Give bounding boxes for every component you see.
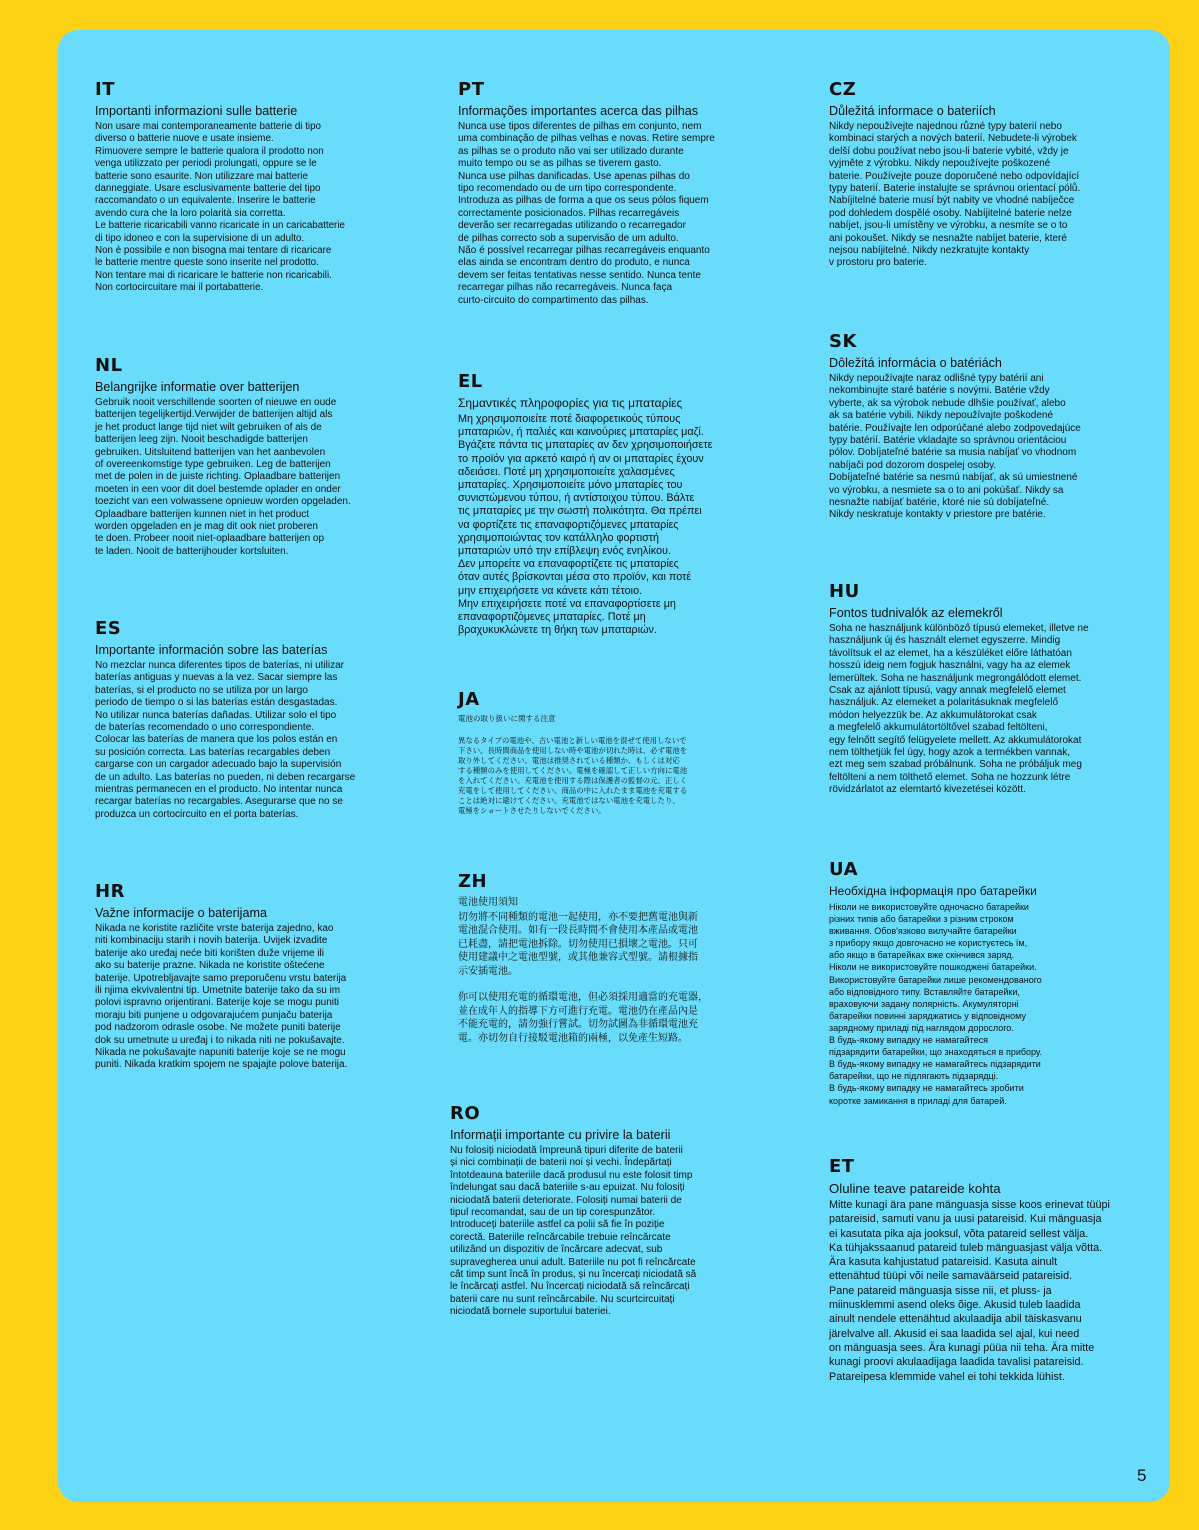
section-body-pt: Nunca use tipos diferentes de pilhas em conjunto, nem uma combinação de pilhas velhas e novas. Retire sempre as pilhas se o produto não vai ser utilizado durante muito tempo ou se as pilhas se tiverem gasto. Nunca use pilhas danificadas. Use apenas pilhas do tipo recomendado ou de um tipo correspondente. Introduza as pilhas de forma a que os seus pólos fiquem correctamente posicionados. Pilhas recarregáveis deverão ser recarregadas utilizando o recarregador de pilhas correcto sob a supervisão de um adulto. Não é possível recarregar pilhas recarregáveis enquanto elas ainda se encontram dentro do produto, e nunca devem ser feitas tentativas nesse sentido. Nunca tente recarregar pilhas não recarregáveis. Nunca faça curto-circuito do compartimento das pilhas. <box>458 121 715 306</box>
section-zh <box>458 872 808 1045</box>
section-title-pt: Informações importantes acerca das pilhas <box>458 104 699 118</box>
section-body-et: Mitte kunagi ära pane mänguasja sisse koos erinevat tüüpi patareisid, samuti vanu ja uusi patareisid. Kui mänguasja ei kasutata pika aja jooksul, võta patareid sellest välja. Ka tühjakssaanud patareid tuleb mänguasjast välja võtta. Ära kasuta kahjustatud patareisid. Kasuta ainult ettenähtud tüüpi või neile samaväärseid patareisid. Pane patareid mänguasja sisse nii, et pluss- ja miinusklemmi asend oleks õige. Akusid tuleb laadida ainult nendele ettenähtud akulaadija abil täiskasvanu järelvalve all. Akusid ei saa laadida sel ajal, kui need on mänguasja sees. Ära kunagi püüa nii teha. Ära mitte kunagi proovi akulaadijaga laadida tavalisi patareisid. Patareipesa klemmide vahel ei tohi tekkida lühist. <box>829 1199 1110 1383</box>
section-title-it: Importanti informazioni sulle batterie <box>95 104 298 118</box>
language-code-zh: ZH <box>458 871 488 892</box>
section-el <box>458 372 808 637</box>
language-code-ro: RO <box>450 1103 481 1124</box>
section-title-hr: Važne informacije o baterijama <box>95 906 267 920</box>
language-code-nl: NL <box>95 355 123 376</box>
section-ro <box>450 1104 800 1319</box>
language-code-pt: PT <box>458 79 485 100</box>
section-cz <box>829 80 1149 270</box>
language-code-hu: HU <box>829 581 860 602</box>
section-body-ja: 異なるタイプの電池や、古い電池と新しい電池を混ぜて使用しないで 下さい。長時間商品を使用しない時や電池が切れた時は、必ず電池を 取り外してください。電池は推奨されている種類か、もしくは対応 する種類のみを使用してください。電極を確認して正しい方向に電池 を入れてください。充電池を使用する際は保護者の監督の元、正しく 充電をして使用してください。商品の中に入れたまま電池を充電する ことは絶対に避けてください。充電池ではない電池を充電したり、 電極をショートさせたりしないでください。 <box>458 736 688 815</box>
section-body-el: Μη χρησιμοποιείτε ποτέ διαφορετικούς τύπους μπαταριών, ή παλιές και καινούριες μπαταρίες μαζί. Βγάζετε πάντα τις μπαταρίες αν δεν χρησιμοποιήσετε το προϊόν για αρκετό καιρό ή αν οι μπαταρίες έχουν αδειάσει. Ποτέ μη χρησιμοποιείτε χαλασμένες μπαταρίες. Χρησιμοποιείτε μόνο μπαταρίες του συνιστώμενου τύπου, ή αντίστοιχου τύπου. Βάλτε τις μπαταρίες με την σωστή πολικότητα. Θα πρέπει να φορτίζετε τις επαναφορτιζόμενες μπαταρίες χρησιμοποιώντας τον κατάλληλο φορτιστή μπαταριών υπό την επίβλεψη ενός ενηλίκου. Δεν μπορείτε να επαναφορτίζετε τις μπαταρίες όταν αυτές βρίσκονται μέσα στο προϊόν, και ποτέ μην επιχειρήσετε να κάνετε κάτι τέτοιο. Μην επιχειρήσετε ποτέ να επαναφορτίσετε μη επαναφορτιζόμενες μπαταρίες. Ποτέ μη βραχυκυκλώνετε τη θήκη των μπαταριών. <box>458 413 713 637</box>
section-title-ja: 電池の取り扱いに関する注意 <box>458 714 556 723</box>
section-body-hr: Nikada ne koristite različite vrste baterija zajedno, kao niti kombinaciju starih i novih baterija. Uvijek izvadite baterije ako uređaj neće biti korišten duže vrijeme ili ako su baterije prazne. Nikada ne koristite oštećene baterije. Upotrebljavajte samo preporučenu vrstu baterija ili njima ekvivalentni tip. Umetnite baterije tako da su im polovi ispravno orijentirani. Baterije koje se mogu puniti moraju biti punjene u odgovarajućem punjaču baterija pod nadzorom odrasle osobe. Ne možete puniti baterije dok su umetnute u uređaj i to nikada niti ne pokušavajte. Nikada ne pokušavajte napuniti baterije koje se ne mogu puniti. Nikada kratkim spojem ne spajajte polove baterija. <box>95 923 348 1071</box>
section-body-nl: Gebruik nooit verschillende soorten of nieuwe en oude batterijen tegelijkertijd.Verwijder de batterijen altijd als je het product lange tijd niet wilt gebruiken of als de batterijen leeg zijn. Nooit beschadigde batterijen gebruiken. Uitsluitend batterijen van het aanbevolen of overeenkomstige type gebruiken. Leg de batterijen met de polen in de juiste richting. Oplaadbare batterijen moeten in een voor dit doel bestemde oplader en onder toezicht van een volwassene opnieuw worden opgeladen. Oplaadbare batterijen kunnen niet in het product worden opgeladen en je mag dit ook niet proberen te doen. Probeer nooit niet-oplaadbare batterijen op te laden. Nooit de batterijhouder kortsluiten. <box>95 397 351 557</box>
section-body-it: Non usare mai contemporaneamente batterie di tipo diverso o batterie nuove e usate insieme. Rimuovere sempre le batterie qualora il prodotto non venga utilizzato per periodi prolungati, oppure se le batterie sono esaurite. Non utilizzare mai batterie danneggiate. Usare esclusivamente batterie del tipo raccomandato o un equivalente. Inserire le batterie avendo cura che la loro polarità sia corretta. Le batterie ricaricabili vanno ricaricate in un caricabatterie di tipo idoneo e con la supervisione di un adulto. Non è possibile e non bisogna mai tentare di ricaricare le batterie mentre queste sono inserite nel prodotto. Non tentare mai di ricaricare le batterie non ricaricabili. Non cortocircuitare mai il portabatterie. <box>95 121 345 294</box>
section-title-ro: Informații importante cu privire la baterii <box>450 1128 671 1142</box>
section-body-es: No mezclar nunca diferentes tipos de baterías, ni utilizar baterías antiguas y nuevas a la vez. Sacar siempre las baterías, si el producto no se utiliza por un largo periodo de tiempo o si las baterías están desgastadas. No utilizar nunca baterías dañadas. Utilizar solo el tipo de baterías recomendado o uno correspondiente. Colocar las baterías de manera que los polos están en su posición correcta. Las baterías recargables deben cargarse con un cargador adecuado bajo la supervisión de un adulto. Las baterías no pueden, ni deben recargarse mientras permanecen en el producto. No intentar nunca recargar baterías no recargables. Asegurarse que no se produzca un cortocircuito en el porta baterías. <box>95 660 356 820</box>
section-ua <box>829 860 1149 1107</box>
section-nl <box>95 356 435 558</box>
language-code-ua: UA <box>829 859 858 880</box>
section-body-cz: Nikdy nepoužívejte najednou různé typy baterií nebo kombinaci starých a nových baterií. Nebudete-li výrobek delší dobu používat nebo jsou-li baterie vybité, vždy je vyjměte z výrobku. Nikdy nepoužívejte poškozené baterie. Používejte pouze doporučené nebo odpovídající typy baterií. Baterie instalujte se správnou orientací pólů. Nabíjitelné baterie musí být nabity ve vhodné nabíječce pod dohledem dospělé osoby. Nabíjitelné baterie nelze nabíjet, jsou-li umístěny ve výrobku, a nesmíte se o to ani pokoušet. Nikdy se nesnažte nabíjet baterie, které nejsou nabíjitelné. Nikdy nezkratujte kontakty v prostoru pro baterie. <box>829 121 1081 269</box>
language-code-sk: SK <box>829 331 857 352</box>
language-code-it: IT <box>95 79 115 100</box>
section-pt <box>458 80 808 307</box>
section-hr <box>95 882 435 1072</box>
language-code-cz: CZ <box>829 79 857 100</box>
section-sk <box>829 332 1149 522</box>
section-title-es: Importante información sobre las baterías <box>95 643 328 657</box>
section-body-sk: Nikdy nepoužívajte naraz odlišné typy batérií ani nekombinujte staré batérie s novými. Batérie vždy vyberte, ak sa výrobok nebude dlhšie používať, alebo ak sa batérie vybili. Nikdy nepoužívajte poškodené batérie. Používajte len odporúčané alebo zodpovedajúce typy batérií. Batérie vkladajte so správnou orientáciou pólov. Dobíjateľné batérie sa musia nabíjať vo vhodnom nabíjači pod dozorom dospelej osoby. Dobíjateľné batérie sa nesmú nabíjať, ak sú umiestnené vo výrobku, a nesmiete sa o to ani pokúšať. Nikdy sa nesnažte nabíjať batérie, ktoré nie sú dobíjateľné. Nikdy neskratuje kontakty v priestore pre batérie. <box>829 373 1081 521</box>
section-title-hu: Fontos tudnivalók az elemekről <box>829 606 1003 620</box>
language-code-et: ET <box>829 1156 855 1177</box>
section-body-hu: Soha ne használjunk különböző típusú elemeket, illetve ne használjunk új és használt elemet egyszerre. Mindig távolítsuk el az elemet, ha a készüléket előre láthatóan hosszú ideig nem fogjuk használni, vagy ha az elemek lemerültek. Soha ne használjunk megrongálódott elemet. Csak az ajánlott típusú, vagy annak megfelelő elemet használjuk. Az elemeket a polaritásuknak megfelelő módon helyezzük be. Az akkumulátorokat csak a megfelelő akkumulátortöltővel szabad feltölteni, egy felnőtt segítő felügyelete mellett. Az akkumulátorokat nem tölthetjük fel úgy, hogy azok a termékben vannak, ezt meg sem szabad próbálnunk. Soha ne próbáljuk meg feltölteni a nem tölthető elemet. Soha ne hozzunk létre rövidzárlatot az elemtartó kivezetései között. <box>829 623 1089 796</box>
section-title-zh: 電池使用須知 <box>458 897 518 908</box>
section-title-el: Σημαντικές πληροφορίες για τις μπαταρίες <box>458 396 683 410</box>
section-et <box>829 1157 1149 1384</box>
language-code-hr: HR <box>95 881 125 902</box>
language-code-el: EL <box>458 371 483 392</box>
section-title-cz: Důležitá informace o bateriích <box>829 104 996 118</box>
section-title-et: Oluline teave patareide kohta <box>829 1181 1001 1196</box>
section-es <box>95 619 435 821</box>
section-title-ua: Необхідна інформація про батарейки <box>829 884 1037 898</box>
language-code-es: ES <box>95 618 122 639</box>
section-body-zh: 切勿將不同種類的電池一起使用，亦不要把舊電池與新 電池混合使用。如有一段長時間不會使用本產品或電池 已耗盡，請把電池拆除。切勿使用已損壞之電池。只可 使用建議中之電池型號，或其他兼容式型號。請根據指 示安插電池。 你可以使用充電的循環電池，但必須採用適當的充電器， 並在成年人的指導下方可進行充電。電池仍在產品內是 不能充電的，請勿強行嘗試。切勿試圖為非循環電池充 電。亦切勿自行接駁電池箱的兩極，以免產生短路。 <box>458 912 708 1044</box>
section-hu <box>829 582 1149 797</box>
section-it <box>95 80 435 295</box>
section-title-sk: Dôležitá informácia o batériách <box>829 356 1002 370</box>
section-title-nl: Belangrijke informatie over batterijen <box>95 380 300 394</box>
section-body-ro: Nu folosiți niciodată împreună tipuri diferite de baterii și nici combinații de baterii noi și vechi. Îndepărtați întotdeauna bateriile dacă produsul nu este folosit timp îndelungat sau dacă bateriile s-au epuizat. Nu folosiți niciodată baterii deteriorate. Folosiți numai baterii de tipul recomandat, sau de un tip corespunzător. Introduceți bateriile astfel ca polii să fie în poziție corectă. Bateriile reîncărcabile trebuie reîncărcate utilizând un dispozitiv de încărcare adecvat, sub supravegherea unui adult. Bateriile nu pot fi reîncărcate cât timp sunt încă în produs, și nu încercați niciodată să le încărcați astfel. Nu încercați niciodată să reîncărcați baterii care nu sunt reîncărcabile. Nu scurtcircuitați niciodată bornele suportului bateriei. <box>450 1145 697 1318</box>
page-number: 5 <box>1137 1466 1147 1485</box>
section-ja <box>458 690 808 816</box>
language-code-ja: JA <box>458 689 480 710</box>
section-body-ua: Ніколи не використовуйте одночасно батарейки різних типів або батарейки з різним строком вживання. Обов'язково вилучайте батарейки з прибору якщо довгочасно не користуєтесь їм, або якщо в батарейках вже скінчився заряд. Ніколи не використовуйте пошкоджені батарейки. Використовуйте батарейки лише рекомендованого або відповідного типу. Вставляйте батарейки, враховуючи задану полярність. Акумуляторні батарейки повинні заряджатись у відповідному зарядному приладі під наглядом дорослого. В будь-якому випадку не намагайтеся підзарядити батарейки, що знаходяться в прибору. В будь-якому випадку не намагайтесь підзарядити батарейки, що не підлягають підзарядці. В будь-якому випадку не намагайтесь зробити коротке замикання в приладі для батарей. <box>829 902 1043 1106</box>
